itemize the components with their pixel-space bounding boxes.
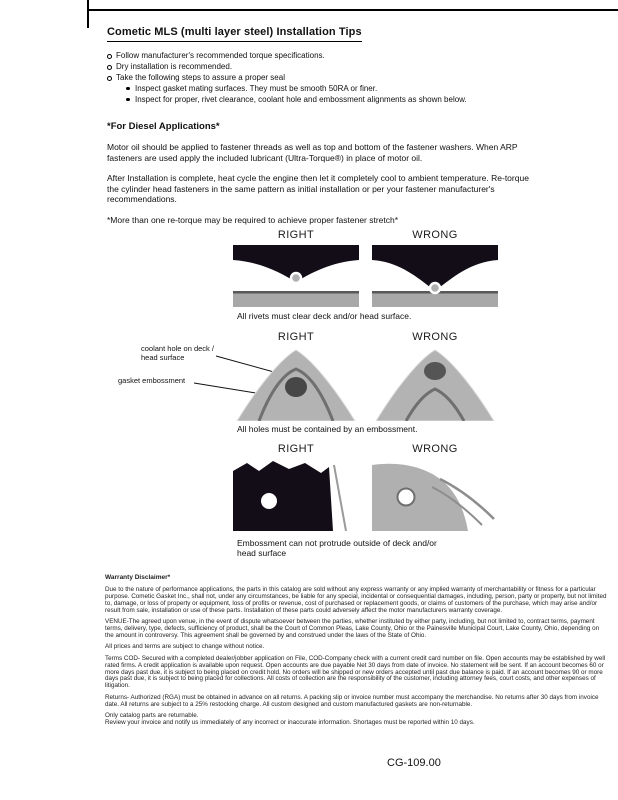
rivet-icon [291, 273, 301, 283]
deck-surface-edge [233, 291, 359, 294]
legal-paragraph: Review your invoice and notify us immediately of any incorrect or inaccurate information. Shortages must be reported within 10 days. [105, 719, 475, 726]
deck-corner [376, 350, 494, 421]
rivet-icon [430, 283, 440, 293]
wrong-column-label: WRONG [412, 443, 458, 455]
legal-paragraph: VENUE-The agreed upon venue, in the event of dispute whatsoever between the parties, whether instituted by either party, including, but not limited to, contract terms, payment terms, delivery, type, defects, sufficiency of product, shall be the Court of Common Pleas, Lake County, Ohio or the Painesville Municipal Court, Lake County, Ohio, depending on the amount in controversy. This agreement shall be governed by and construed under the laws of the State of Ohio. [105, 618, 600, 639]
diagram-caption-protrusion: Embossment can not protrude outside of deck and/or head surface [237, 538, 437, 558]
embossment-containment-wrong-diagram [372, 345, 498, 426]
legal-paragraph: Only catalog parts are returnable. [105, 712, 199, 720]
warranty-disclaimer-heading: Warranty Disclaimer* [105, 574, 171, 581]
gasket-on-deck [233, 461, 333, 531]
right-column-label: RIGHT [277, 331, 315, 343]
embossment-containment-wrong-diagram [372, 345, 498, 421]
right-column-label: RIGHT [277, 229, 315, 241]
diesel-paragraph: Motor oil should be applied to fastener threads as well as top and bottom of the fastener washers. When ARP fasteners are used apply the included lubricant (Ultra-Torque®) in place of motor oil. [107, 142, 518, 163]
page-border-top [87, 9, 618, 11]
tip-item: Dry installation is recommended. [107, 61, 531, 72]
wrong-column-label: WRONG [412, 331, 458, 343]
legal-paragraph: Returns- Authorized (RGA) must be obtained in advance on all returns. A packing slip or invoice number must accompany the merchandise. No returns after 30 days from invoice date. All returns are subject to a 25% restocking charge. All custom designed and custom manufactured gaskets are non-returnable. [105, 693, 599, 708]
page-title: Cometic MLS (multi layer steel) Installation Tips [107, 26, 362, 42]
installation-tips-section [107, 22, 531, 235]
legal-paragraph: Due to the nature of performance applications, the parts in this catalog are sold without any express warranty or any implied warranty of merchantability or fitness for a particular purpose. Cometic Gasket Inc., shall not, under any circumstances, be liable for any special, incidental or consequential damages, including, person, party or property, but not limited to, damage, or loss of property or equipment, loss of profits or revenue, cost of purchased or replacement goods, or claims of customers of the purchase, which may arise and/or result from sale, installation or use of these parts. Installation of these parts could adversely affect the motor manufacturers warranty coverage. [105, 586, 607, 614]
page-number: CG-109.00 [387, 757, 441, 769]
coolant-hole-label: coolant hole on deck / head surface [141, 344, 214, 362]
embossment-containment-right-diagram [233, 345, 359, 421]
embossment-containment-right-diagram [233, 345, 359, 426]
deck-corner [372, 464, 468, 531]
rivet-clearance-right-diagram [233, 245, 359, 307]
page-border-left [87, 0, 89, 28]
rivet-clearance-wrong-diagram [372, 245, 498, 312]
bolt-hole [398, 489, 415, 506]
tips-list [107, 50, 531, 83]
warranty-disclaimer-section [105, 574, 608, 731]
tips-sublist [126, 83, 531, 105]
embossment-protrusion-right-diagram [233, 457, 359, 536]
tip-sub-item: Inspect for proper, rivet clearance, coolant hole and embossment alignments as shown below. [126, 94, 531, 105]
embossment-protrusion-right-diagram [233, 457, 359, 531]
wrong-column-label: WRONG [412, 229, 458, 241]
rivet-clearance-wrong-diagram [372, 245, 498, 307]
diagram-caption-holes: All holes must be contained by an embossment. [237, 424, 418, 434]
coolant-hole [285, 377, 307, 397]
legal-paragraph: Terms COD- Secured with a completed dealer/jobber application on File, COD-Company check with a current credit card number on file. Open accounts may be established by well rated firms. A credit application is available upon request. Open accounts are due payable Net 30 days from date of invoice. No statement will be sent. If an account becomes 60 or more days past due, it is subject to being placed on credit hold. No orders will be shipped or new orders accepted until past due balance is paid. If an account becomes 90 or more days past due, it is subject to being placed for collections. All costs of collection are the responsibility of the customer, including attorney fees, court costs, and other expenses of litigation. [105, 654, 606, 690]
tip-item: Take the following steps to assure a proper seal [107, 72, 531, 83]
coolant-hole [424, 362, 446, 380]
deck-edge-line [334, 465, 346, 531]
legal-paragraph: All prices and terms are subject to change without notice. [105, 643, 265, 651]
embossment-protrusion-wrong-diagram [372, 457, 498, 531]
tip-sub-item: Inspect gasket mating surfaces. They must be smooth 50RA or finer. [126, 83, 531, 94]
diesel-applications-heading: *For Diesel Applications* [107, 121, 220, 132]
tip-item: Follow manufacturer's recommended torque specifications. [107, 50, 531, 61]
diagram-caption-rivets: All rivets must clear deck and/or head surface. [237, 311, 412, 321]
embossment-protrusion-wrong-diagram [372, 457, 498, 536]
diesel-paragraph: After Installation is complete, heat cycle the engine then let it completely cool to ambient temperature. Re-torque the cylinder head fasteners in the same pattern as initial installation or per your fastener manufacturer's recommendations. [107, 173, 529, 204]
gasket-embossment-label: gasket embossment [118, 376, 186, 385]
right-column-label: RIGHT [277, 443, 315, 455]
rivet-clearance-right-diagram [233, 245, 359, 312]
bolt-hole [261, 493, 277, 509]
diesel-paragraph: *More than one re-torque may be required to achieve proper fastener stretch* [107, 214, 399, 225]
